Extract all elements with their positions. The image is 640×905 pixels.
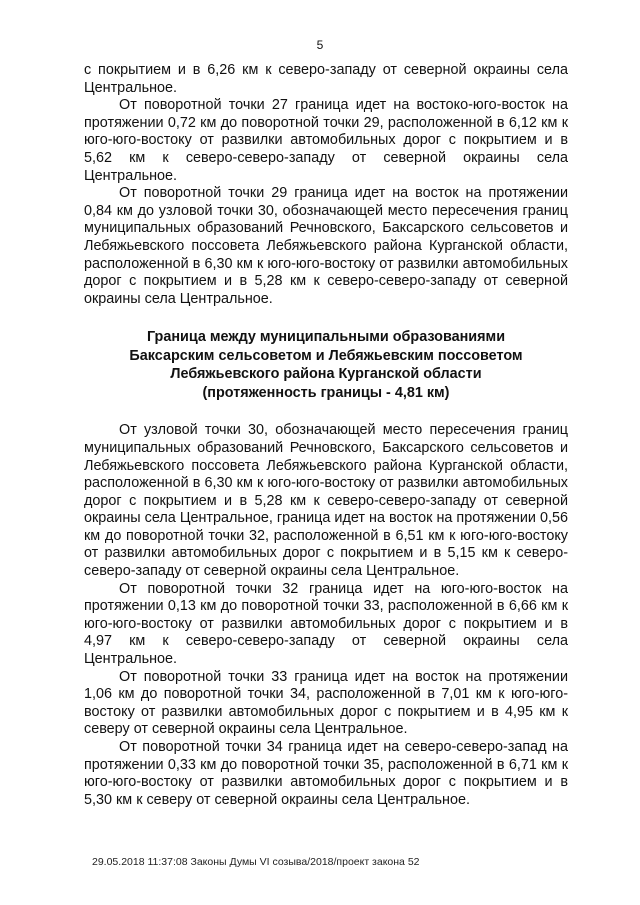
paragraph-continuation: с покрытием и в 6,26 км к северо-западу от северной окраины села Центральное. [84, 62, 568, 96]
page-number: 5 [316, 38, 324, 52]
section-heading [84, 328, 568, 402]
document-footer: 29.05.2018 11:37:08 Законы Думы VI созыва/2018/проект закона 52 [92, 856, 420, 868]
paragraph-point-34: От поворотной точки 34 граница идет на северо-северо-запад на протяжении 0,33 км до поворотной точки 35, расположенной в 6,71 км к юго-юго-востоку от развилки автомобильных дорог с покрытием и в 5,30 км к северу от северной окраины села Центральное. [84, 739, 568, 808]
paragraph-point-27: От поворотной точки 27 граница идет на востоко-юго-восток на протяжении 0,72 км до поворотной точки 29, расположенной в 6,12 км к юго-юго-востоку от развилки автомобильных дорог с покрытием и в 5,62 км к северо-северо-западу от северной окраины села Центральное. [84, 97, 568, 184]
document-body [84, 62, 568, 809]
heading-border-length: (протяженность границы - 4,81 км) [202, 384, 450, 401]
paragraph-point-32: От поворотной точки 32 граница идет на юго-юго-восток на протяжении 0,13 км до поворотной точки 33, расположенной в 6,66 км к юго-юго-востоку от развилки автомобильных дорог с покрытием и в 4,97 км к северо-северо-западу от северной окраины села Центральное. [84, 580, 568, 668]
heading-line: Баксарским сельсоветом и Лебяжьевским поссоветом [129, 347, 523, 364]
paragraph-point-30: От узловой точки 30, обозначающей место пересечения границ муниципальных образований Речновского, Баксарского сельсоветов и Лебяжьевского поссовета Лебяжьевского района Курганской области, расположенной в 6,30 км к юго-юго-востоку от развилки автомобильных дорог с покрытием и в 5,28 км к северо-северо-западу от северной окраины села Центральное, граница идет на восток на протяжении 0,56 км до поворотной точки 32, расположенной в 6,51 км к юго-юго-востоку от развилки автомобильных дорог с покрытием и в 5,15 км к северо-северо-западу от северной окраины села Центральное. [84, 422, 568, 580]
heading-line: Граница между муниципальными образованиями [146, 329, 506, 346]
paragraph-point-29: От поворотной точки 29 граница идет на восток на протяжении 0,84 км до узловой точки 30, обозначающей место пересечения границ муниципальных образований Речновского, Баксарского сельсоветов и Лебяжьевского поссовета Лебяжьевского района Курганской области, расположенной в 6,30 км к юго-юго-востоку от развилки автомобильных дорог с покрытием и в 5,28 км к северо-северо-западу от северной окраины села Центральное. [84, 185, 568, 307]
heading-line: Лебяжьевского района Курганской области [170, 366, 482, 383]
paragraph-point-33: От поворотной точки 33 граница идет на восток на протяжении 1,06 км до поворотной точки 34, расположенной в 7,01 км к юго-юго-востоку от развилки автомобильных дорог с покрытием и в 4,95 км к северу от северной окраины села Центральное. [84, 668, 568, 738]
